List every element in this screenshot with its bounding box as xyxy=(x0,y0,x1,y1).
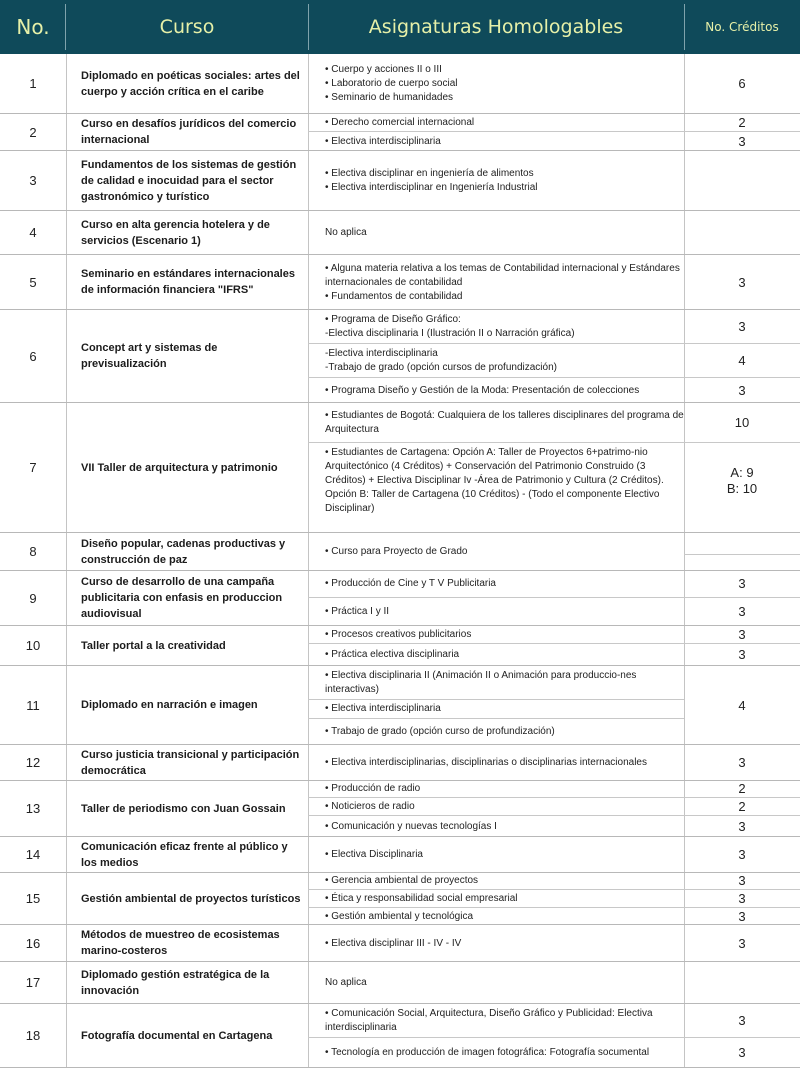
table-row xyxy=(0,666,800,745)
row-number: 12 xyxy=(25,755,41,770)
column-divider xyxy=(66,54,67,113)
subject-cell: • Tecnología en producción de imagen fotográfica: Fotografía socumental xyxy=(325,1047,650,1058)
credits-cell xyxy=(684,151,800,211)
row-number: 10 xyxy=(25,638,41,653)
column-divider xyxy=(684,962,685,1003)
header-no: No. xyxy=(16,15,50,39)
credits-cell: 4 xyxy=(738,697,746,713)
subject-cell: • Práctica I y II xyxy=(325,606,390,617)
credits-cell: 3 xyxy=(738,133,746,149)
credits-cell: 3 xyxy=(684,1004,800,1038)
row-number: 2 xyxy=(29,124,37,140)
credits-cell: 4 xyxy=(684,344,800,378)
table-row xyxy=(0,255,800,310)
table-row xyxy=(0,310,800,403)
subject-cell: No aplica xyxy=(325,227,367,238)
course-name: Métodos de muestreo de ecosistemas marino-costeros xyxy=(81,929,280,957)
row-number: 6 xyxy=(29,348,37,364)
row-number: 18 xyxy=(25,1028,41,1043)
course-name: Taller de periodismo con Juan Gossain xyxy=(81,802,286,815)
course-name: Diplomado gestión estratégica de la innovación xyxy=(81,968,270,997)
row-number: 1 xyxy=(29,76,37,91)
subject-cell: • Electiva disciplinaria II (Animación II o Animación para produccio-nes interactivas) xyxy=(308,666,684,700)
subject-cell: No aplica xyxy=(325,977,367,988)
column-divider xyxy=(66,151,67,210)
subject-cell: • Gerencia ambiental de proyectos xyxy=(308,873,684,890)
table-row xyxy=(0,837,800,873)
course-name: Comunicación eficaz frente al público y los medios xyxy=(81,840,288,869)
course-name: Diplomado en narración e imagen xyxy=(81,699,258,711)
table-row xyxy=(0,533,800,571)
course-name: Diplomado en poéticas sociales: artes del cuerpo y acción crítica en el caribe xyxy=(81,69,300,98)
course-name: Concept art y sistemas de previsualización xyxy=(81,342,218,370)
credits-cell xyxy=(684,533,800,555)
row-number: 11 xyxy=(26,697,40,713)
table-row xyxy=(0,626,800,666)
course-name: VII Taller de arquitectura y patrimonio xyxy=(81,461,278,474)
column-divider xyxy=(66,310,67,402)
row-number: 16 xyxy=(25,935,41,951)
column-divider xyxy=(66,114,67,150)
credits-cell: 3 xyxy=(684,571,800,598)
subject-cell: • Derecho comercial internacional xyxy=(308,114,684,132)
column-divider xyxy=(66,666,67,744)
table-row xyxy=(0,1004,800,1068)
row-number: 15 xyxy=(25,891,41,906)
row-number: 9 xyxy=(29,590,37,606)
subject-cell: • Estudiantes de Cartagena: Opción A: Taller de Proyectos 6+patrimo-nio Arquitectónico (4 Créditos) + Conservación del Patrimonio Construido (3 Créditos) + Electiva Disciplinar Iv -Área de Patrimonio y Cultura (2 Créditos). Opción B: Taller de Cartagena (10 Créditos) - (Todo el componente Electivo Disciplinar) xyxy=(325,446,664,514)
subject-cell: • Trabajo de grado (opción curso de profundización) xyxy=(325,726,555,737)
course-name: Curso en alta gerencia hotelera y de servicios (Escenario 1) xyxy=(81,218,270,247)
column-divider xyxy=(66,403,67,532)
course-name: Diseño popular, cadenas productivas y construcción de paz xyxy=(81,537,286,566)
subject-cell: • Electiva disciplinar en ingeniería de alimentos • Electiva interdisciplinar en Ingeniería Industrial xyxy=(325,168,538,193)
column-divider xyxy=(66,873,67,924)
column-divider xyxy=(66,255,67,309)
row-number: 7 xyxy=(29,460,37,475)
credits-cell: 3 xyxy=(738,935,746,951)
column-divider xyxy=(66,781,67,836)
subject-cell: • Gestión ambiental y tecnológica xyxy=(325,910,474,922)
credits-cell: 2 xyxy=(684,798,800,816)
row-number: 3 xyxy=(29,173,37,188)
subject-cell: • Ética y responsabilidad social empresarial xyxy=(308,890,684,908)
credits-cell: 3 xyxy=(738,382,746,398)
course-name: Curso en desafíos jurídicos del comercio internacional xyxy=(81,118,297,146)
credits-cell: 3 xyxy=(738,847,746,862)
row-number: 13 xyxy=(25,801,41,816)
table-row xyxy=(0,925,800,962)
subject-cell: • Cuerpo y acciones II o III • Laboratorio de cuerpo social • Seminario de humanidades xyxy=(325,64,458,103)
credits-cell: 3 xyxy=(738,274,746,290)
course-name: Taller portal a la creatividad xyxy=(81,639,226,652)
table-header xyxy=(0,0,800,54)
header-curso: Curso xyxy=(159,16,215,38)
subject-cell: • Producción de radio xyxy=(308,781,684,798)
table-row xyxy=(0,781,800,837)
table-row xyxy=(0,54,800,114)
column-divider xyxy=(66,837,67,872)
course-name: Fundamentos de los sistemas de gestión de calidad e inocuidad para el sector gastronómico y turístico xyxy=(81,158,297,203)
column-divider xyxy=(66,211,67,254)
row-number: 17 xyxy=(25,975,41,990)
course-name: Curso justicia transicional y participación democrática xyxy=(81,748,300,777)
credits-cell: 3 xyxy=(684,873,800,890)
table-row xyxy=(0,151,800,211)
row-number: 14 xyxy=(25,847,41,862)
table-row xyxy=(0,962,800,1004)
subject-cell: • Electiva Disciplinaria xyxy=(325,849,423,860)
credits-cell: 3 xyxy=(738,604,746,619)
subject-cell: • Producción de Cine y T V Publicitaria xyxy=(308,571,684,598)
credits-cell: 3 xyxy=(738,818,746,834)
credits-cell: 3 xyxy=(738,647,746,662)
column-divider xyxy=(66,962,67,1003)
column-divider xyxy=(66,925,67,961)
subject-cell: • Alguna materia relativa a los temas de Contabilidad internacional y Estándares internacionales de contabilidad • Fundamentos de contabilidad xyxy=(325,262,680,302)
column-divider xyxy=(66,626,67,665)
header-asignaturas: Asignaturas Homologables xyxy=(368,16,624,38)
credits-cell: A: 9 B: 10 xyxy=(726,464,758,496)
credits-cell: 3 xyxy=(684,890,800,908)
row-number: 8 xyxy=(29,544,37,559)
subject-cell: • Práctica electiva disciplinaria xyxy=(325,649,460,660)
subject-cell: • Curso para Proyecto de Grado xyxy=(325,546,468,557)
course-name: Gestión ambiental de proyectos turísticos xyxy=(81,892,301,905)
credits-cell: 3 xyxy=(684,310,800,344)
credits-cell: 3 xyxy=(738,755,746,770)
subject-cell: • Electiva interdisciplinarias, disciplinarias o disciplinarias internacionales xyxy=(325,757,647,768)
subject-cell: • Electiva interdisciplinaria xyxy=(325,135,441,147)
header-creditos: No. Créditos xyxy=(705,20,779,34)
subject-cell: • Comunicación y nuevas tecnologías I xyxy=(325,820,497,832)
course-name: Fotografía documental en Cartagena xyxy=(81,1029,273,1042)
subject-cell: • Procesos creativos publicitarios xyxy=(308,626,684,644)
subject-cell: • Electiva disciplinar III - IV - IV xyxy=(325,937,462,949)
credits-cell: 6 xyxy=(738,76,746,91)
row-number: 5 xyxy=(29,274,37,290)
subject-cell: -Electiva interdisciplinaria -Trabajo de grado (opción cursos de profundización) xyxy=(308,344,684,378)
credits-cell: 2 xyxy=(684,114,800,132)
credits-cell: 3 xyxy=(684,626,800,644)
table-row xyxy=(0,211,800,255)
column-divider xyxy=(66,571,67,625)
table-row xyxy=(0,114,800,151)
subject-cell: • Estudiantes de Bogotá: Cualquiera de los talleres disciplinares del programa de Arquitectura xyxy=(308,403,684,443)
column-divider xyxy=(66,745,67,780)
subject-cell: • Programa Diseño y Gestión de la Moda: Presentación de colecciones xyxy=(325,384,640,396)
subject-cell: • Comunicación Social, Arquitectura, Diseño Gráfico y Publicidad: Electiva interdisciplinaria xyxy=(308,1004,684,1038)
course-name: Seminario en estándares internacionales de información financiera "IFRS" xyxy=(81,268,295,296)
course-name: Curso de desarrollo de una campaña publicitaria con enfasis en produccion audiovisual xyxy=(81,576,283,620)
table-row xyxy=(0,571,800,626)
table-row xyxy=(0,873,800,925)
row-number: 4 xyxy=(29,225,37,240)
credits-cell: 2 xyxy=(684,781,800,798)
column-divider xyxy=(684,211,685,254)
column-divider xyxy=(66,1004,67,1067)
credits-cell: 3 xyxy=(738,1045,746,1060)
credits-cell: 10 xyxy=(684,403,800,443)
credits-cell: 3 xyxy=(738,908,746,924)
subject-cell: • Electiva interdisciplinaria xyxy=(308,700,684,719)
subject-cell: • Programa de Diseño Gráfico: -Electiva disciplinaria I (Ilustración II o Narración gráfica) xyxy=(308,310,684,344)
column-divider xyxy=(66,533,67,570)
subject-cell: • Noticieros de radio xyxy=(308,798,684,816)
table-row xyxy=(0,403,800,533)
table-row xyxy=(0,745,800,781)
